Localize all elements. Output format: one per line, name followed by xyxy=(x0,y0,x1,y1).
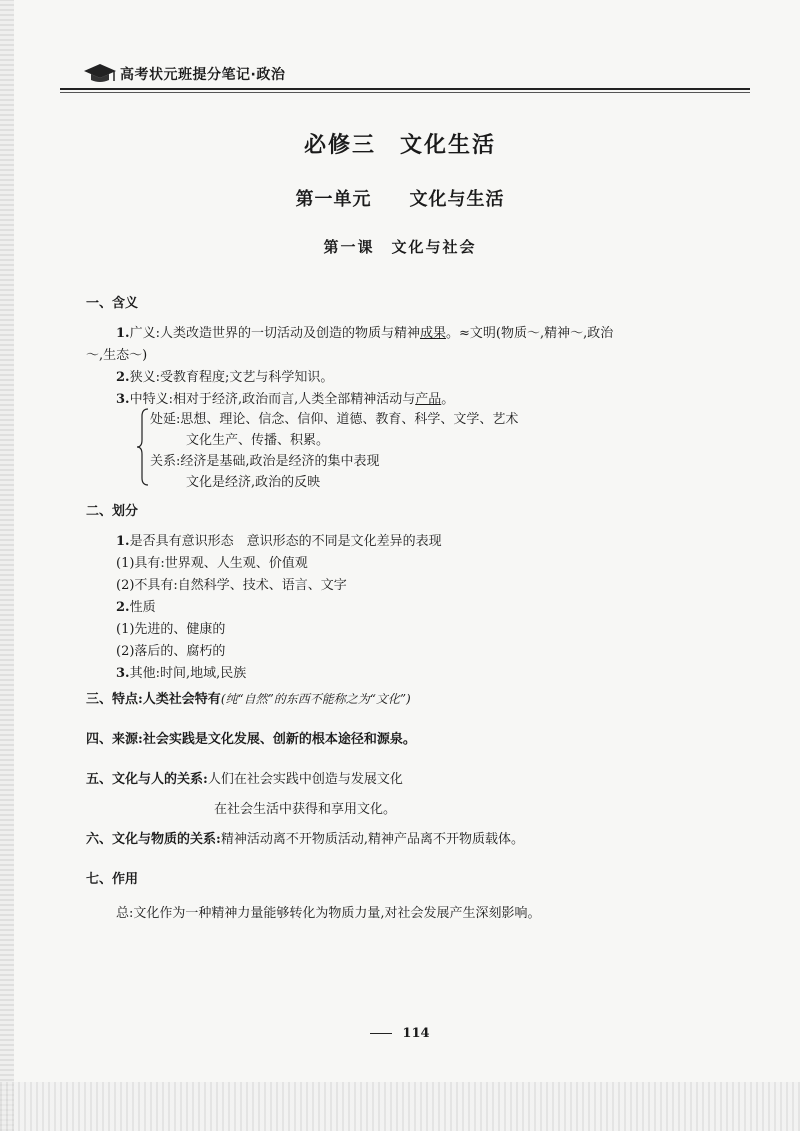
scan-edge-bottom xyxy=(0,1082,800,1131)
page-footer xyxy=(0,1026,800,1041)
division-item-2: 2.性质 xyxy=(116,600,156,615)
header-rule xyxy=(60,88,750,90)
page-title: 必修三 文化生活 xyxy=(303,132,496,158)
unit-title: 第一单元 文化与生活 xyxy=(295,189,505,210)
culture-and-people-line-2: 在社会生活中获得和享用文化。 xyxy=(214,802,397,817)
lesson-title: 第一课 文化与社会 xyxy=(323,238,477,256)
section-culture-and-people: 五、文化与人的关系:人们在社会实践中创造与发展文化 xyxy=(86,772,403,787)
broad-definition: 1.广义:人类改造世界的一切活动及创造的物质与精神成果。≈文明(物质～,精神～,政治 xyxy=(116,326,614,341)
narrow-definition: 2.狭义:受教育程度;文艺与科学知识。 xyxy=(116,370,334,385)
running-header xyxy=(60,58,750,94)
broad-definition-continued: ～,生态～) xyxy=(86,348,148,363)
curly-brace-icon xyxy=(136,408,150,486)
relation-line-1: 关系:经济是基础,政治是经济的集中表现 xyxy=(150,454,380,469)
header-title: 高考状元班提分笔记·政治 xyxy=(120,67,286,83)
extension-line-1: 处延:思想、理论、信念、信仰、道德、教育、科学、文学、艺术 xyxy=(150,412,519,427)
division-item-2a: (1)先进的、健康的 xyxy=(116,622,226,637)
extension-line-2: 文化生产、传播、积累。 xyxy=(186,433,330,448)
relation-line-2: 文化是经济,政治的反映 xyxy=(186,475,321,490)
section-heading-function: 七、作用 xyxy=(86,872,139,887)
division-item-1: 1.是否具有意识形态 意识形态的不同是文化差异的表现 xyxy=(116,534,442,549)
section-source: 四、来源:社会实践是文化发展、创新的根本途径和源泉。 xyxy=(86,732,416,747)
section-culture-and-matter: 六、文化与物质的关系:精神活动离不开物质活动,精神产品离不开物质载体。 xyxy=(86,832,524,847)
section-heading-division: 二、划分 xyxy=(86,504,139,519)
function-summary: 总:文化作为一种精神力量能够转化为物质力量,对社会发展产生深刻影响。 xyxy=(116,906,541,921)
division-item-2b: (2)落后的、腐朽的 xyxy=(116,644,226,659)
division-item-1a: (1)具有:世界观、人生观、价值观 xyxy=(116,556,308,571)
header-rule-thin xyxy=(60,92,750,93)
middle-definition: 3.中特义:相对于经济,政治而言,人类全部精神活动与产品。 xyxy=(116,392,455,407)
section-heading-meaning: 一、含义 xyxy=(86,296,139,311)
division-item-3: 3.其他:时间,地域,民族 xyxy=(116,666,247,681)
graduation-cap-icon xyxy=(82,62,118,84)
footer-dash xyxy=(370,1033,392,1034)
page-number: 114 xyxy=(402,1026,430,1041)
section-characteristics: 三、特点:人类社会特有(纯“自然”的东西不能称之为“文化”) xyxy=(86,692,411,707)
division-item-1b: (2)不具有:自然科学、技术、语言、文字 xyxy=(116,578,347,593)
scan-edge-left xyxy=(0,0,14,1131)
